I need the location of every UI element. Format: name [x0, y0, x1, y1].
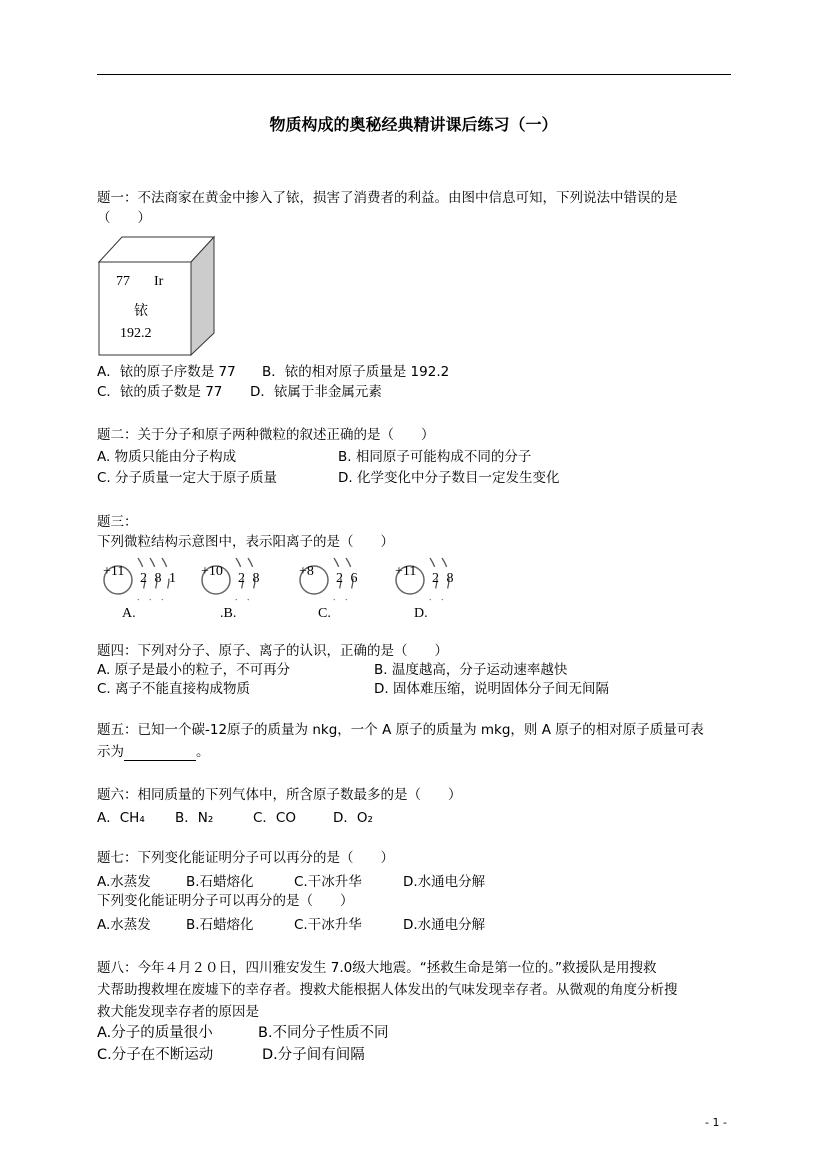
q4-option-a: A. 原子是最小的粒子，不可再分: [97, 662, 291, 678]
q5-line2: [97, 743, 210, 761]
q8-line1: 题八：今年４月２０日，四川雅安发生 7.0级大地震。“拯救生命是第一位的。”救援队是用搜救: [97, 960, 657, 976]
q8-option-a: A.分子的质量很小: [97, 1025, 213, 1041]
atom-diagram: [102, 556, 192, 608]
q2-option-b: B. 相同原子可能构成不同的分子: [338, 449, 532, 465]
q5-end: 。: [196, 744, 210, 760]
q2-stem: 题二：关于分子和原子两种微粒的叙述正确的是（ ）: [97, 427, 435, 443]
atom-option-label: .B.: [220, 606, 237, 621]
q7-option-a: A.水蒸发: [97, 874, 151, 890]
q5-line2-text: 示为: [97, 744, 124, 760]
atom-option-label: D.: [414, 606, 428, 621]
atom-diagram: [394, 556, 484, 608]
nucleus-charge: +11: [395, 564, 417, 579]
shell-electrons: 2 8: [432, 571, 456, 586]
nucleus-charge: +8: [299, 564, 314, 579]
atom-option-label: C.: [318, 606, 331, 621]
q1-stem: 题一：不法商家在黄金中掺入了铱，损害了消费者的利益。由图中信息可知，下列说法中错误的是: [97, 190, 678, 206]
q7-option-d: D.水通电分解: [403, 874, 486, 890]
q7-option-b: B.石蜡熔化: [186, 874, 254, 890]
q6-option-a: A．CH₄: [97, 810, 145, 826]
q4-option-b: B. 温度越高，分子运动速率越快: [374, 662, 568, 678]
q7-stem-repeat: 下列变化能证明分子可以再分的是（ ）: [97, 893, 354, 909]
element-number: 77: [116, 274, 130, 289]
q4-stem: 题四：下列对分子、原子、离子的认识，正确的是（ ）: [97, 643, 448, 659]
q8-line3: 救犬能发现幸存者的原因是: [97, 1004, 259, 1020]
q8-option-b: B.不同分子性质不同: [258, 1025, 389, 1041]
q1-paren: （ ）: [97, 210, 151, 226]
nucleus-charge: +10: [201, 564, 223, 579]
q1-option-c: C．铱的质子数是 77: [97, 384, 223, 400]
q3-stem: 题三：: [97, 514, 138, 530]
q8-option-d: D.分子间有间隔: [262, 1047, 365, 1063]
element-name: 铱: [134, 303, 148, 319]
header-rule: [97, 74, 731, 75]
q3-subtitle: 下列微粒结构示意图中，表示阳离子的是（ ）: [97, 534, 394, 550]
q1-option-b: B．铱的相对原子质量是 192.2: [262, 364, 450, 380]
atom-diagram: [298, 556, 388, 608]
q6-option-c: C．CO: [253, 810, 296, 826]
shell-electrons: 2 8 1: [140, 571, 178, 586]
atom-option-label: A.: [122, 606, 136, 621]
shell-electrons: 2 8: [238, 571, 262, 586]
nucleus-charge: +11: [103, 564, 125, 579]
q1-option-d: D．铱属于非金属元素: [250, 384, 382, 400]
q1-option-a: A．铱的原子序数是 77: [97, 364, 236, 380]
element-mass: 192.2: [120, 326, 152, 341]
q7-option-c: C.干冰升华: [294, 874, 362, 890]
element-symbol: Ir: [154, 274, 164, 289]
q4-option-d: D. 固体难压缩，说明固体分子间无间隔: [374, 681, 609, 697]
document-title: 物质构成的奥秘经典精讲课后练习（一）: [269, 115, 558, 134]
q2-option-a: A. 物质只能由分子构成: [97, 449, 237, 465]
q6-option-b: B．N₂: [175, 810, 214, 826]
q2-option-c: C. 分子质量一定大于原子质量: [97, 470, 278, 486]
q4-option-c: C. 离子不能直接构成物质: [97, 681, 251, 697]
q6-option-d: D．O₂: [333, 810, 373, 826]
q2-option-d: D. 化学变化中分子数目一定发生变化: [338, 470, 560, 486]
q8-line2: 犬帮助搜救埋在废墟下的幸存者。搜救犬能根据人体发出的气味发现幸存者。从微观的角度分析搜: [97, 982, 678, 998]
answer-blank: [124, 746, 196, 761]
q7-option-a-repeat: A.水蒸发: [97, 917, 151, 933]
q5-line1: 题五：已知一个碳-12原子的质量为 nkg，一个 A 原子的质量为 mkg，则 A 原子的相对原子质量可表: [97, 722, 704, 738]
q6-stem: 题六：相同质量的下列气体中，所含原子数最多的是（ ）: [97, 787, 462, 803]
q7-option-d-repeat: D.水通电分解: [403, 917, 486, 933]
q8-option-c: C.分子在不断运动: [97, 1047, 214, 1063]
shell-electrons: 2 6: [336, 571, 360, 586]
element-cube-figure: [98, 235, 216, 357]
q7-option-c-repeat: C.干冰升华: [294, 917, 362, 933]
q7-stem: 题七：下列变化能证明分子可以再分的是（ ）: [97, 850, 394, 866]
page-number: - 1 -: [705, 1116, 727, 1129]
atom-diagram: [200, 556, 290, 608]
q7-option-b-repeat: B.石蜡熔化: [186, 917, 254, 933]
